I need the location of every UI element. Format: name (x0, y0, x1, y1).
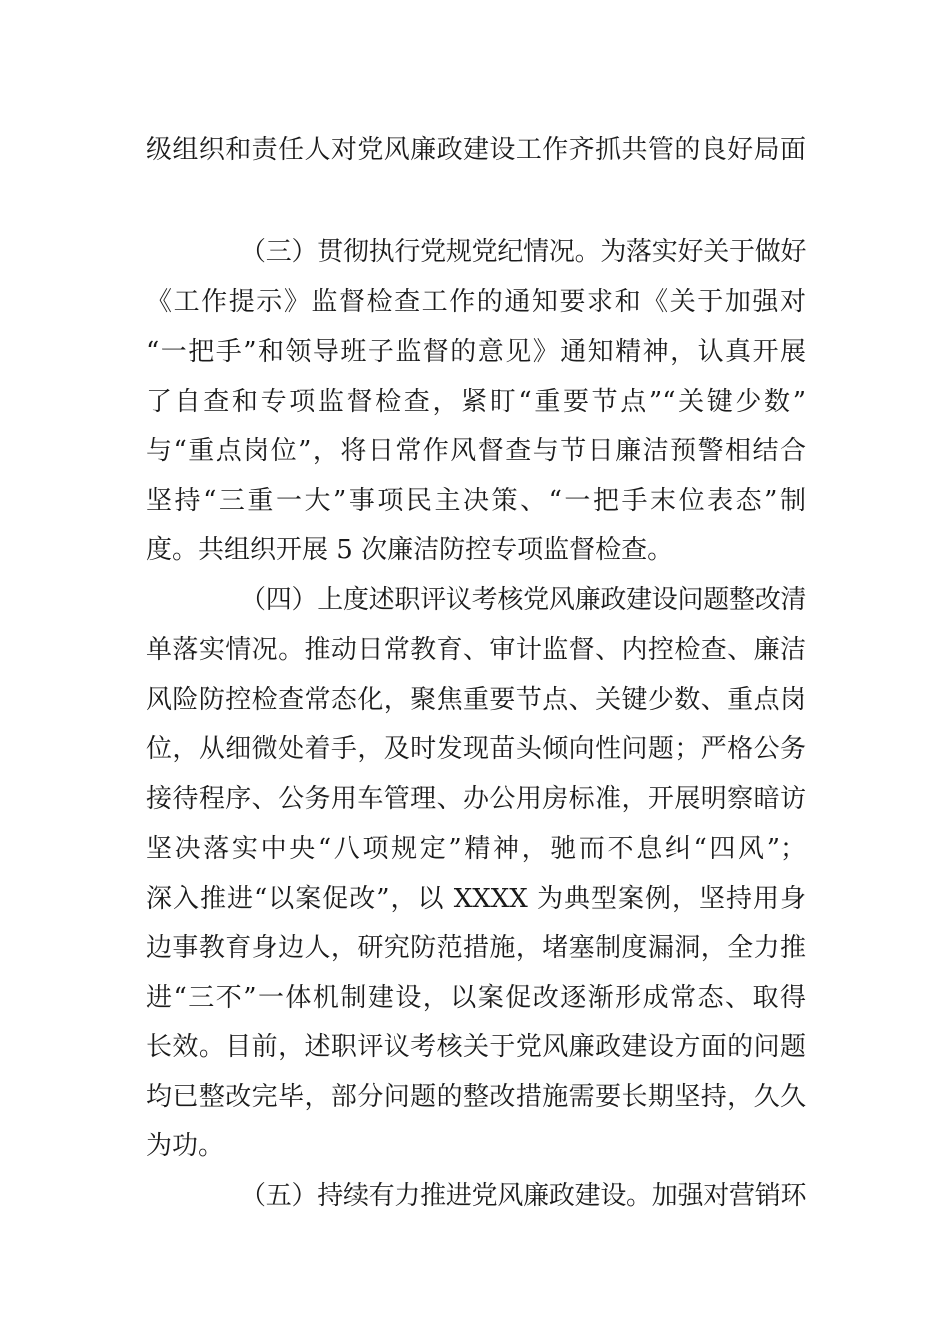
text-line: 风险防控检查常态化，聚焦重要节点、关键少数、重点岗 (146, 685, 806, 715)
text-line: 单落实情况。推动日常教育、审计监督、内控检查、廉洁 (146, 635, 806, 665)
text-line: 《工作提示》监督检查工作的通知要求和《关于加强对 (146, 287, 806, 317)
text-line: 坚持“三重一大”事项民主决策、“一把手末位表态”制 (146, 486, 806, 516)
section-heading-4: （四）上度述职评议考核党风廉政建设问题整改清 (240, 585, 806, 615)
text-line: 进“三不”一体机制建设，以案促改逐渐形成常态、取得 (146, 983, 806, 1013)
text-line: 了自查和专项监督检查，紧盯“重要节点”“关键少数” (146, 387, 806, 417)
text-line: 级组织和责任人对党风廉政建设工作齐抓共管的良好局面 (146, 135, 806, 165)
section-heading-3: （三）贯彻执行党规党纪情况。为落实好关于做好 (240, 237, 806, 267)
text-line: 坚决落实中央“八项规定”精神，驰而不息纠“四风”； (146, 834, 806, 864)
text-line: 接待程序、公务用车管理、办公用房标准，开展明察暗访 (146, 784, 806, 814)
text-line: 均已整改完毕，部分问题的整改措施需要长期坚持，久久 (146, 1082, 806, 1112)
text-line: 长效。目前，述职评议考核关于党风廉政建设方面的问题 (146, 1032, 806, 1062)
text-line: 为功。 (146, 1131, 225, 1161)
text-line: 深入推进“以案促改”，以 XXXX 为典型案例，坚持用身 (146, 884, 806, 914)
section-heading-5: （五）持续有力推进党风廉政建设。加强对营销环 (240, 1181, 806, 1211)
text-line: 与“重点岗位”，将日常作风督查与节日廉洁预警相结合 (146, 436, 806, 466)
text-line: 度。共组织开展 5 次廉洁防控专项监督检查。 (146, 535, 674, 565)
text-line: 边事教育身边人，研究防范措施，堵塞制度漏洞，全力推 (146, 933, 806, 963)
text-line: “一把手”和领导班子监督的意见》通知精神，认真开展 (146, 337, 806, 367)
text-line: 位，从细微处着手，及时发现苗头倾向性问题；严格公务 (146, 734, 806, 764)
